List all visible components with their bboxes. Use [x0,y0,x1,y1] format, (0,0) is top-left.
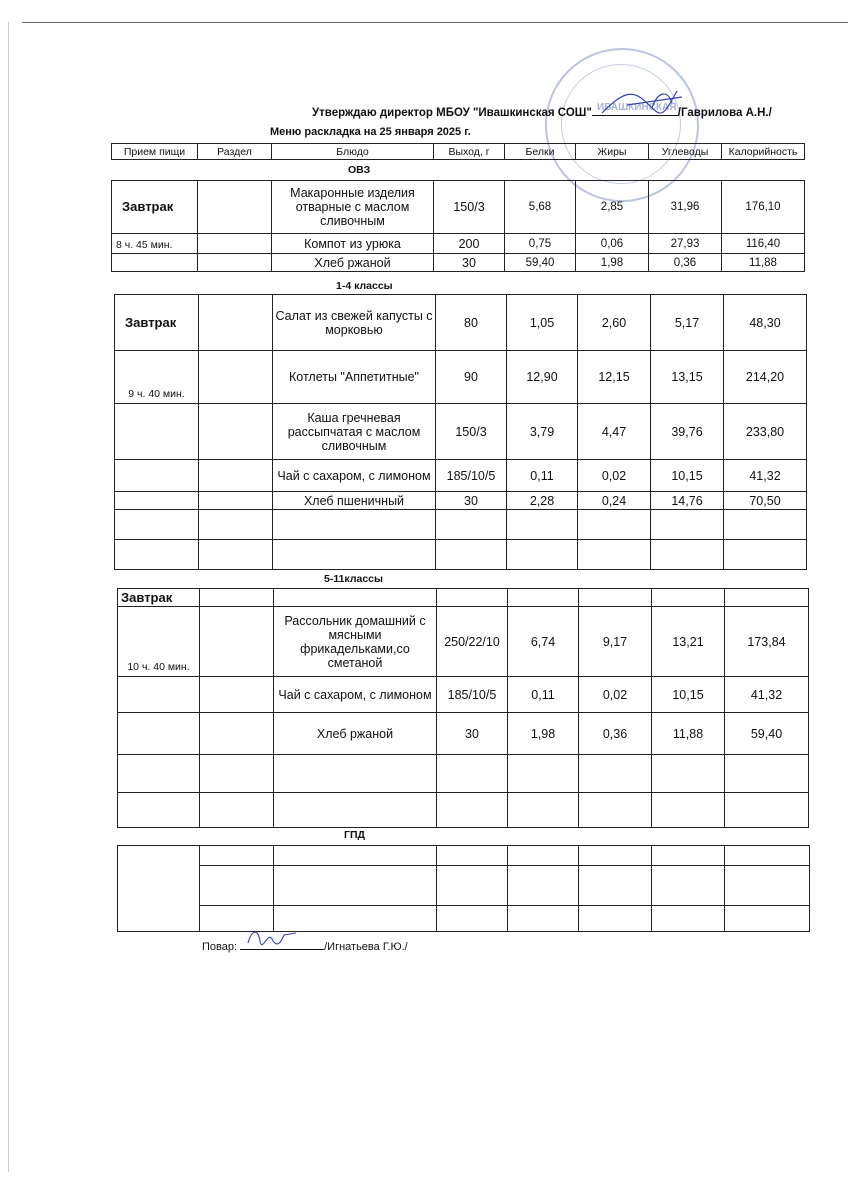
table-row [115,460,807,492]
fat: 2,60 [578,295,651,351]
table-row [112,234,805,254]
table-row [115,404,807,460]
section-title-senior: 5-11классы [324,573,383,585]
ovz-table [111,180,805,272]
carbs: 39,76 [651,404,724,460]
protein: 0,11 [507,460,578,492]
meal-label: Завтрак [115,295,199,351]
dish: Хлеб ржаной [272,254,434,272]
table-row [115,492,807,510]
calories: 116,40 [722,234,805,254]
table-row [118,755,809,793]
output: 80 [436,295,507,351]
protein: 1,98 [508,713,579,755]
section-title-primary: 1-4 классы [336,280,393,292]
output: 150/3 [434,181,505,234]
section-title-ovz: ОВЗ [348,164,371,176]
dish: Компот из урюка [272,234,434,254]
fat: 1,98 [576,254,649,272]
output: 200 [434,234,505,254]
dish: Чай с сахаром, с лимоном [273,460,436,492]
meal-time: 8 ч. 45 мин. [112,234,198,254]
calories: 70,50 [724,492,807,510]
meal-label: Завтрак [112,181,198,234]
fat: 0,24 [578,492,651,510]
output: 30 [436,492,507,510]
table-row [118,713,809,755]
calories: 173,84 [725,607,809,677]
carbs: 10,15 [651,460,724,492]
table-row [118,589,809,607]
protein: 2,28 [507,492,578,510]
cook-signature-line [202,939,408,953]
carbs: 11,88 [652,713,725,755]
dish: Рассольник домашний с мясными фрикадельками,со сметаной [274,607,437,677]
protein: 59,40 [505,254,576,272]
column-header-table [111,143,805,160]
col-output: Выход, г [434,144,505,160]
table-row [115,351,807,404]
col-fat: Жиры [576,144,649,160]
carbs: 14,76 [651,492,724,510]
col-dish: Блюдо [272,144,434,160]
page-edge-line [8,22,9,1172]
fat: 0,02 [579,677,652,713]
table-row [118,846,810,866]
senior-table [117,588,809,828]
director-signature-line [592,105,678,116]
col-carbs: Углеводы [649,144,722,160]
meal-time: 9 ч. 40 мин. [115,351,199,404]
dish: Чай с сахаром, с лимоном [274,677,437,713]
dish: Салат из свежей капусты с морковью [273,295,436,351]
output: 185/10/5 [436,460,507,492]
fat: 0,36 [579,713,652,755]
output: 150/3 [436,404,507,460]
menu-title: Меню раскладка на 25 января 2025 г. [270,126,471,138]
fat: 4,47 [578,404,651,460]
section-title-gpd: ГПД [344,829,365,841]
dish: Макаронные изделия отварные с маслом сливочным [272,181,434,234]
table-row [115,540,807,570]
fat: 0,02 [578,460,651,492]
col-calories: Калорийность [722,144,805,160]
table-row [118,607,809,677]
carbs: 31,96 [649,181,722,234]
approval-suffix: /Гаврилова А.Н./ [677,107,772,119]
output: 30 [434,254,505,272]
protein: 1,05 [507,295,578,351]
director-signature [592,83,692,123]
cook-signature-blank [240,939,324,950]
table-row [112,181,805,234]
table-row [115,510,807,540]
calories: 176,10 [722,181,805,234]
meal-label: Завтрак [118,589,200,607]
protein: 12,90 [507,351,578,404]
cook-signature [244,925,304,951]
school-stamp [545,48,699,202]
output: 90 [436,351,507,404]
table-row [118,866,810,906]
fat: 12,15 [578,351,651,404]
fat: 2,85 [576,181,649,234]
dish: Каша гречневая рассыпчатая с маслом сливочным [273,404,436,460]
calories: 41,32 [725,677,809,713]
output: 30 [437,713,508,755]
meal-time: 10 ч. 40 мин. [118,607,200,677]
approval-prefix: Утверждаю директор МБОУ "Ивашкинская СОШ" [312,107,592,119]
table-row [118,793,809,828]
output: 185/10/5 [437,677,508,713]
fat: 9,17 [579,607,652,677]
dish: Хлеб пшеничный [273,492,436,510]
fat: 0,06 [576,234,649,254]
protein: 3,79 [507,404,578,460]
output: 250/22/10 [437,607,508,677]
carbs: 13,21 [652,607,725,677]
carbs: 27,93 [649,234,722,254]
calories: 214,20 [724,351,807,404]
dish: Котлеты "Аппетитные" [273,351,436,404]
protein: 6,74 [508,607,579,677]
col-protein: Белки [505,144,576,160]
calories: 11,88 [722,254,805,272]
table-row [118,906,810,932]
protein: 0,11 [508,677,579,713]
col-meal: Прием пищи [112,144,198,160]
gpd-table [117,845,810,932]
protein: 0,75 [505,234,576,254]
stamp-text: ИВАШКИНСКАЯ [597,102,677,113]
calories: 41,32 [724,460,807,492]
col-section: Раздел [198,144,272,160]
table-row [115,295,807,351]
carbs: 10,15 [652,677,725,713]
dish: Хлеб ржаной [274,713,437,755]
carbs: 0,36 [649,254,722,272]
table-row [118,677,809,713]
approval-line [312,105,772,119]
cook-name: /Игнатьева Г.Ю./ [324,941,408,953]
primary-table [114,294,807,570]
page-top-line [22,22,848,23]
carbs: 13,15 [651,351,724,404]
protein: 5,68 [505,181,576,234]
table-row [112,254,805,272]
carbs: 5,17 [651,295,724,351]
calories: 233,80 [724,404,807,460]
calories: 48,30 [724,295,807,351]
calories: 59,40 [725,713,809,755]
cook-label: Повар: [202,941,238,953]
